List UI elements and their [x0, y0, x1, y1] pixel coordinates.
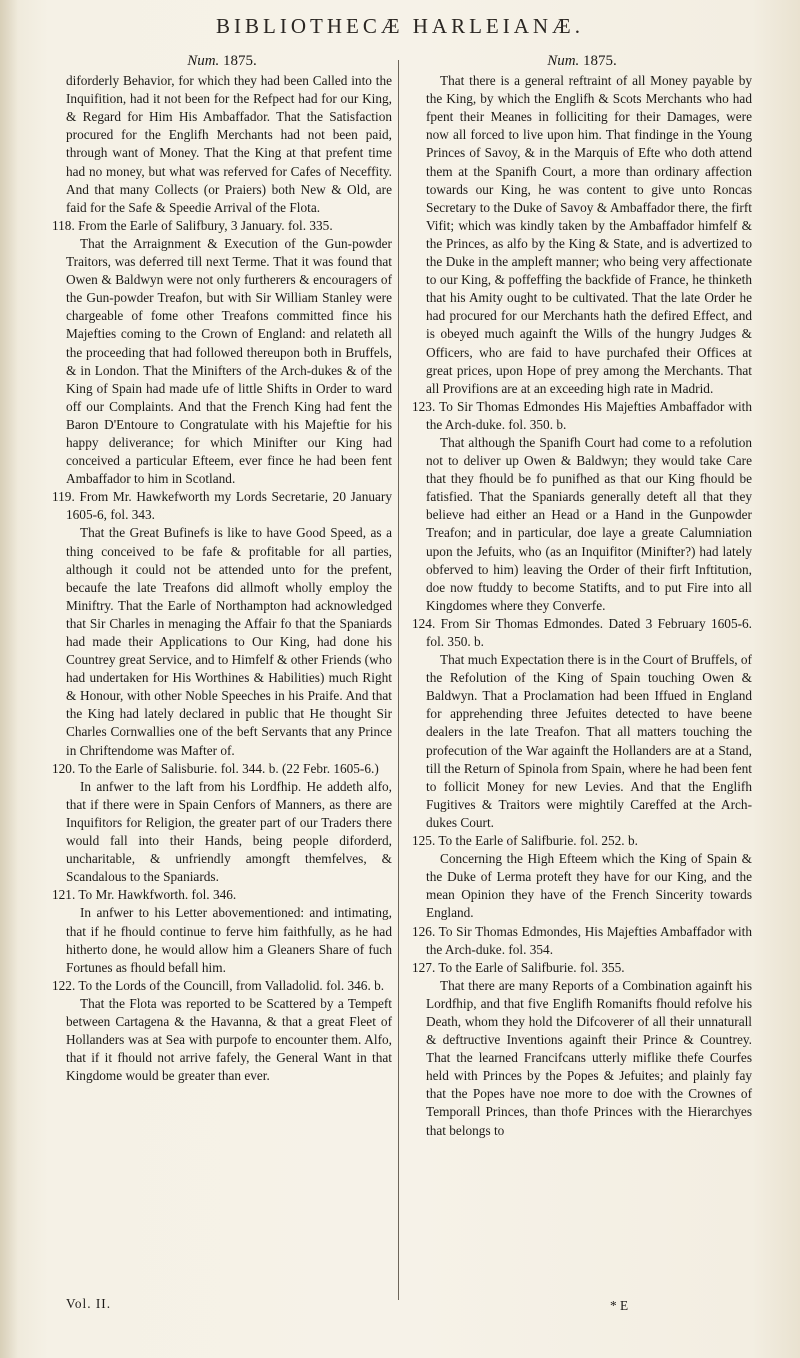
right-paragraph: 127. To the Earle of Salifburie. fol. 355.: [412, 959, 625, 975]
right-paragraph: 126. To Sir Thomas Edmondes, His Majefties Ambaffador with the Arch-duke. fol. 354.: [412, 923, 752, 957]
left-paragraph: 118. From the Earle of Salifbury, 3 January. fol. 335.: [52, 217, 333, 233]
volume-label: Vol. II.: [66, 1296, 112, 1311]
left-paragraph: That the Great Bufinefs is like to have Good Speed, as a thing conceived to be fafe & profitable for all parties, although it could not be attended unto for the prefent, becaufe the late Treafons did allmoft wholly employ the Miniftry. That the Earle of Northampton had acknowledged that Sir Charles in menaging the Affair fo that the Spaniards had made their Applications to Our King, had done his Countrey great Service, and to Himfelf & other Friends (who had undertaken for His Worthines & Habilities) much Right & Honour, with other Noble Speeches in his Praife. And that the King had lately declared in public that He thought Sir Charles Cornwallies one of the beft Servants that any Prince in Chriftendome was Mafter of.: [66, 525, 392, 758]
left-paragraph: 119. From Mr. Hawkefworth my Lords Secretarie, 20 January 1605-6, fol. 343.: [52, 489, 392, 523]
left-num-label: Num.: [187, 53, 220, 69]
right-paragraph: That although the Spanifh Court had come to a refolution not to deliver up Owen & Baldwyn; they would take Care that they fhould be fo punifhed as that our King fhould be fatisfied. That the Spaniards generally deteft all that they believe had either an Head or a Hand in the Gunpowder Treafon; and in particular, doe laye a greate Calumniation upon the Jefuits, who (as an Inquifitor (Minifter?) had lately obferved to him) leaving the Order of their firft Inftitution, doe now ftuddy to become Statifts, and to put Fire into all Kingdomes where they Converfe.: [426, 434, 752, 613]
left-paragraph: That the Arraignment & Execution of the Gun-powder Traitors, was deferred till next Terme. That it was found that Owen & Baldwyn were not only furtherers & encouragers of the Gun-powder Treafon, but with Sir William Stanley were chargeable of fome other Treafons committed fince his Majefties coming to the Crown of England: and relateth all the proceeding that had followed thereupon both in Bruffels, & in London. That the Minifters of the Arch-dukes & of the King of Spain had made ufe of little Shifts in Order to ward off our Complaints. And that the French King had fent the Baron D'Entoure to Congratulate with his Majeftie for his happy deliverance; for which Minifter our King had conceived a particular Efteem, ever fince he had been fent Ambaffador to him in Scotland.: [66, 235, 392, 487]
left-num-year: 1875.: [223, 53, 257, 69]
left-paragraph: 120. To the Earle of Salisburie. fol. 344. b. (22 Febr. 1605-6.): [52, 760, 379, 776]
left-paragraph: 121. To Mr. Hawkfworth. fol. 346.: [52, 887, 237, 903]
left-paragraph: In anfwer to his Letter abovementioned: and intimating, that if he fhould continue to ferve him faithfully, as he had hitherto done, he would allow him a Gleaners Share of fuch Fortunes as fhould befall him.: [66, 905, 392, 975]
left-paragraph: diforderly Behavior, for which they had been Called into the Inquifition, had it not been for the Refpect had for our King, & Regard for Him His Ambaffador. That the Satisfaction procured for the Englifh Merchants had not been paid, through want of Money. That the King at that prefent time had no money, but what was referved for Cafes of Neceffity. And that many Collects (or Praiers) both New & Old, are faid for the Safe & Speedie Arrival of the Flota.: [66, 73, 392, 215]
right-num-label: Num.: [547, 53, 580, 69]
column-divider: [398, 60, 399, 1300]
right-paragraph: That much Expectation there is in the Court of Bruffels, of the Refolution of the King of Spain touching Owen & Baldwyn. That a Proclamation had been Iffued in England for apprehending three Jefuites detected to have beene dealers in the late Treafon. That all matters touching the profecution of the War againft the Hollanders are at a Stand, till the Return of Spinola from Spain, where he had been fent to follicit Money for new Levies. And that the Englifh Fugitives & Traitors were mightily Careffed at the Arch-dukes Court.: [426, 652, 752, 830]
right-column: [412, 52, 752, 1140]
right-paragraph: 125. To the Earle of Salifburie. fol. 252. b.: [412, 833, 638, 849]
right-paragraph: 123. To Sir Thomas Edmondes His Majefties Ambaffador with the Arch-duke. fol. 350. b.: [412, 398, 752, 432]
left-paragraph: That the Flota was reported to be Scattered by a Tempeft between Cartagena & the Havanna, & that a great Fleet of Hollanders was at Sea with purpofe to encounter them. Alfo, that if it fhould not arrive fafely, the General Want in that Kingdome would be greater than ever.: [66, 995, 392, 1084]
right-num-year: 1875.: [583, 53, 617, 69]
left-num-heading: [52, 52, 392, 70]
signature-mark: * E: [610, 1298, 629, 1313]
right-paragraph: That there are many Reports of a Combination againft his Lordfhip, and that five Englifh Romanifts fhould refolve his Death, whom they hold the Difcoverer of all their unnaturall & deftructive Inventions againft their Prince & Countrey. That the learned Francifcans utterly miflike thefe Courfes held with Princes by the Popes & Jefuites; and plainly fay that the Popes have noe more to doe with the Crownes of Temporall Princes, than thofe Princes with the Hierarchyes that belongs to: [426, 977, 752, 1138]
right-paragraphs: [412, 72, 752, 1140]
right-paragraph: 124. From Sir Thomas Edmondes. Dated 3 February 1605-6. fol. 350. b.: [412, 615, 752, 649]
left-paragraphs: [52, 72, 392, 1085]
left-paragraph: 122. To the Lords of the Councill, from Valladolid. fol. 346. b.: [52, 977, 385, 993]
right-num-heading: [412, 52, 752, 70]
running-title: BIBLIOTHECÆ HARLEIANÆ.: [216, 14, 584, 38]
left-paragraph: In anfwer to the laft from his Lordfhip. He addeth alfo, that if there were in Spain Cenfors of Manners, as there are Inquifitors for Religion, the greater part of our Traders there would fall into their Hands, being people diforderd, uncharitable, & unfriendly amongft themfelves, & Scandalous to the Spaniards.: [66, 778, 392, 885]
page-gutter-shadow: [0, 0, 18, 1358]
right-paragraph: That there is a general reftraint of all Money payable by the King, by which the Englifh & Scots Merchants who had fpent their Meanes in folliciting for their Damages, were now all forced to live upon him. That findinge in the Young Princes of Savoy, & in the Marquis of Efte who doth attend them at the Spanifh Court, a more than ordinary affection towards our King, he was content to give unto Roncas Secretary to the Duke of Savoy & Ambaffador there, the firft Vifit; which was kindly taken by the Ambaffador himfelf & the Princes, as alfo by the King & State, and is advertized to the Duke in the ampleft manner; who being very affectionate to our King, & poffeffing the backfide of France, he thinketh that his Amity ought to be cultivated. That the late Order he had procured for our Merchants hath the defired Effect, and is obeyed much againft the Wills of the hungry Judges & Officers, who are faid to have purchafed their Offices at great prices, upon Hope of prey among the Merchants. That all Provifions are at an exceeding high rate in Madrid.: [426, 73, 752, 396]
left-column: [52, 52, 392, 1085]
right-paragraph: Concerning the High Efteem which the King of Spain & the Duke of Lerma proteft they have for our King, and the mean Opinion they have of the French Sincerity towards England.: [426, 851, 752, 921]
